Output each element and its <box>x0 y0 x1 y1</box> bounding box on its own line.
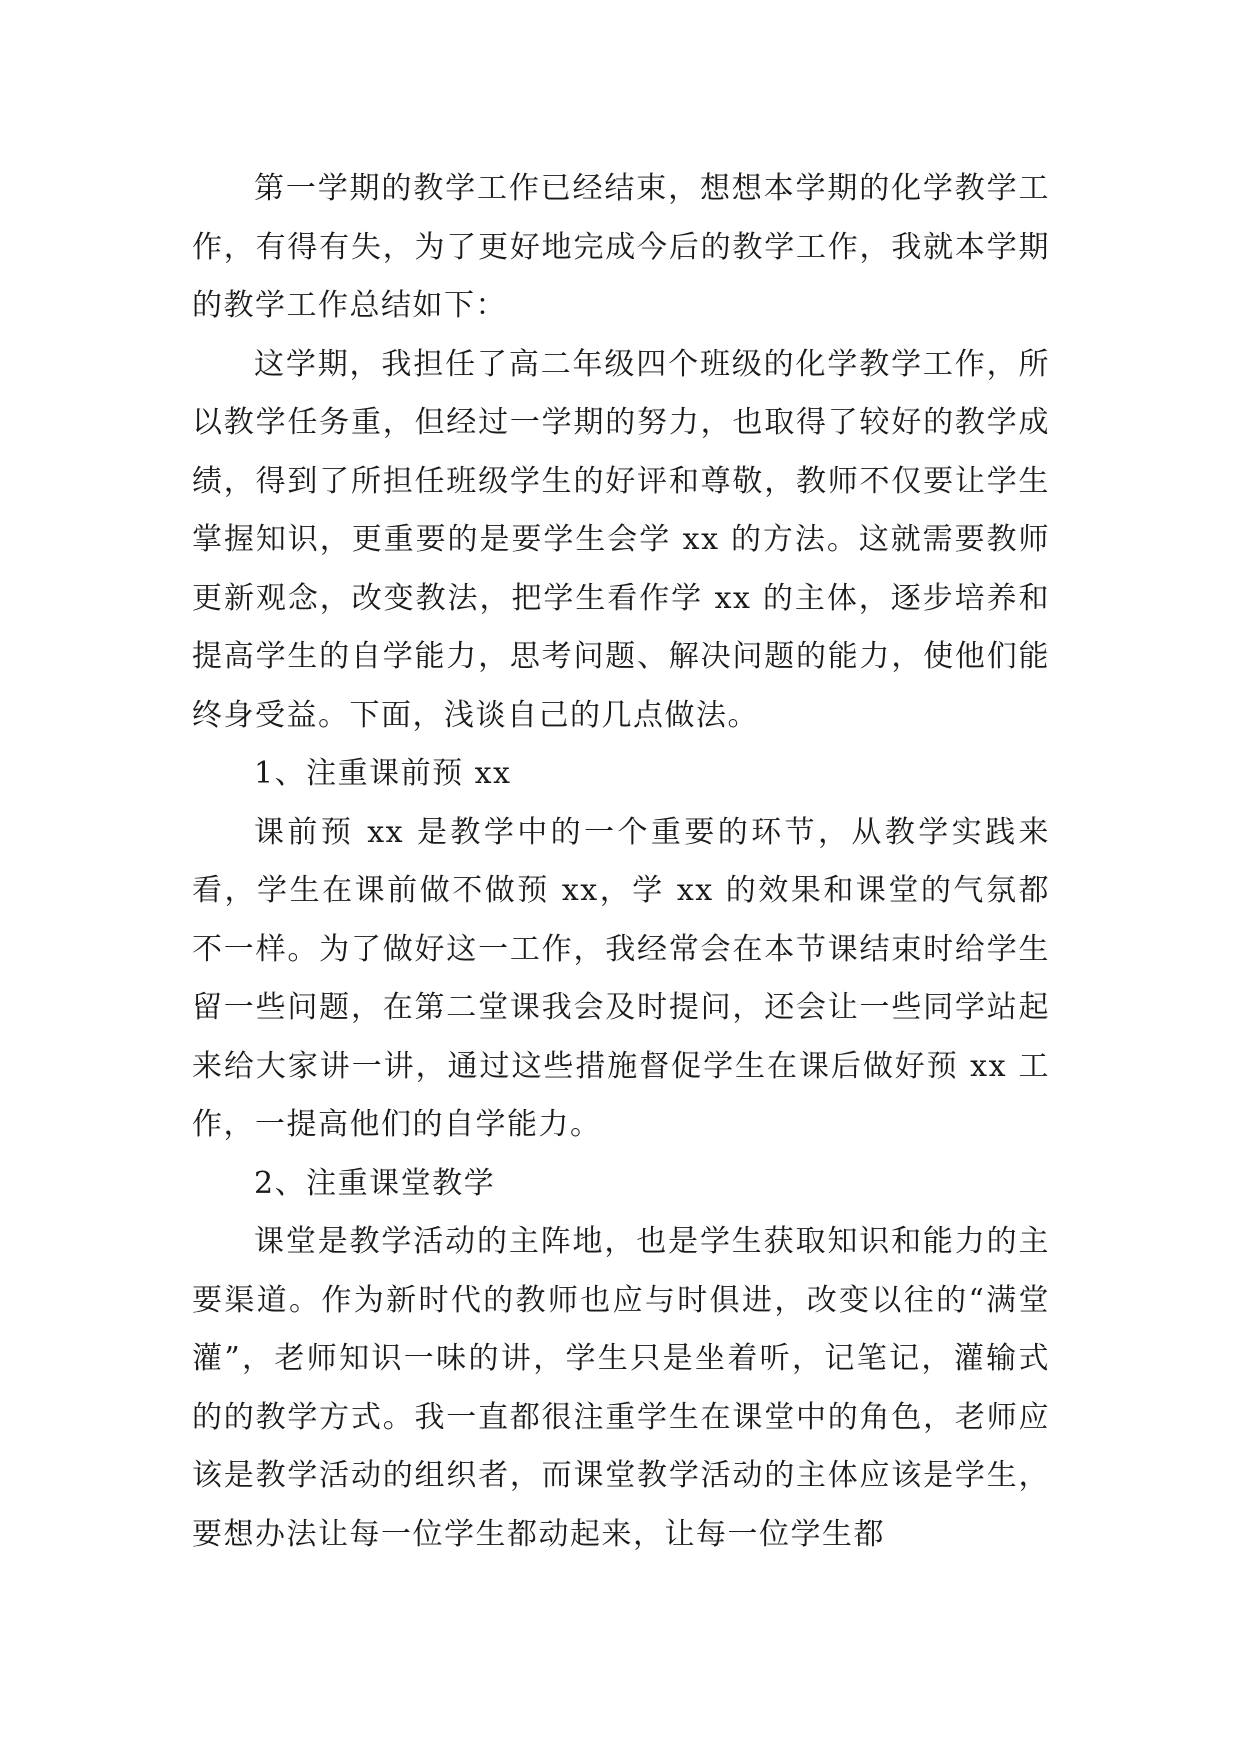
section-2-paragraph: 课堂是教学活动的主阵地，也是学生获取知识和能力的主要渠道。作为新时代的教师也应与时俱进，改变以往的“满堂灌”，老师知识一味的讲，学生只是坐着听，记笔记，灌输式的的教学方式。我一直都很注重学生在课堂中的角色，老师应该是教学活动的组织者，而课堂教学活动的主体应该是学生，要想办法让每一位学生都动起来，让每一位学生都 <box>192 1224 1050 1552</box>
section-1-paragraph: 课前预 xx 是教学中的一个重要的环节，从教学实践来看，学生在课前做不做预 xx，学 xx 的效果和课堂的气氛都不一样。为了做好这一工作，我经常会在本节课结束时给学生留一些问题，在第二堂课我会及时提问，还会让一些同学站起来给大家讲一讲，通过这些措施督促学生在课后做好预 xx 工作，一提高他们的自学能力。 <box>192 814 1050 1142</box>
section-2-heading: 2、注重课堂教学 <box>254 1165 496 1201</box>
semester-summary-paragraph: 这学期，我担任了高二年级四个班级的化学教学工作，所以教学任务重，但经过一学期的努力，也取得了较好的教学成绩，得到了所担任班级学生的好评和尊敬，教师不仅要让学生掌握知识，更重要的是要学生会学 xx 的方法。这就需要教师更新观念，改变教法，把学生看作学 xx 的主体，逐步培养和提高学生的自学能力，思考问题、解决问题的能力，使他们能终身受益。下面，浅谈自己的几点做法。 <box>192 346 1050 733</box>
document-body <box>192 160 1050 1564</box>
section-1-heading: 1、注重课前预 xx <box>254 756 512 791</box>
intro-paragraph: 第一学期的教学工作已经结束，想想本学期的化学教学工作，有得有失，为了更好地完成今后的教学工作，我就本学期的教学工作总结如下： <box>192 171 1050 323</box>
